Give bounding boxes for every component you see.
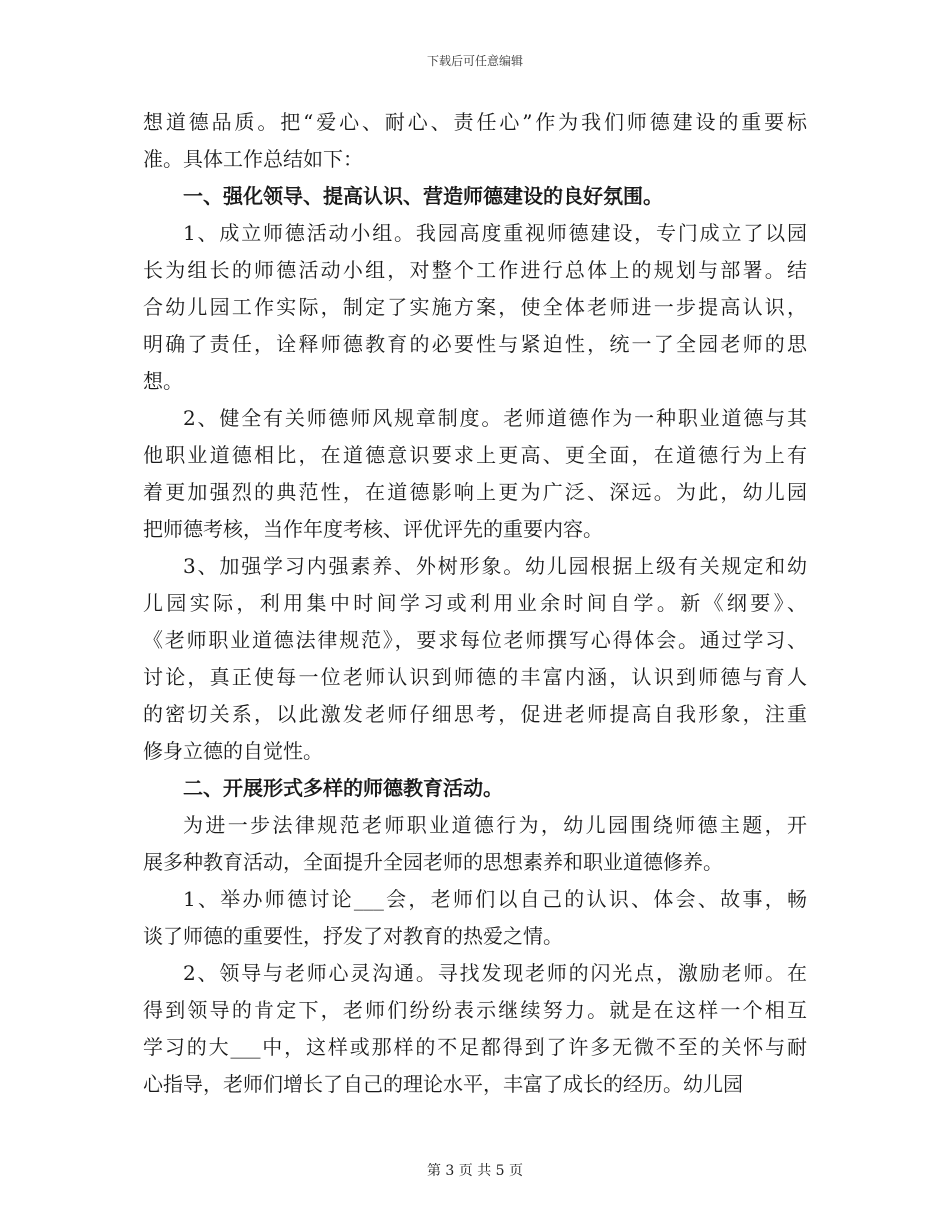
section-heading bbox=[143, 770, 807, 807]
text-line: 想。 bbox=[143, 369, 183, 393]
text-line: 《老师职业道德法律规范》，要求每位老师撰写心得体会。通过学习、 bbox=[143, 628, 807, 652]
text-line: 心指导，老师们增长了自己的理论水平，丰富了成长的经历。幼儿园 bbox=[143, 1072, 743, 1096]
text-line: 着更加强烈的典范性，在道德影响上更为广泛、深远。为此，幼儿园 bbox=[143, 480, 807, 504]
section-heading bbox=[143, 178, 807, 215]
body-paragraph bbox=[143, 215, 807, 400]
text-line: 明确了责任，诠释师德教育的必要性与紧迫性，统一了全园老师的思 bbox=[143, 332, 807, 356]
text-line: 一、强化领导、提高认识、营造师德建设的良好氛围。 bbox=[183, 184, 663, 208]
body-paragraph bbox=[143, 548, 807, 770]
page-header: 下载后可任意编辑 bbox=[426, 54, 523, 68]
text-line: 2、领导与老师心灵沟通。寻找发现老师的闪光点，激励老师。在 bbox=[183, 961, 807, 985]
text-line: 长为组长的师德活动小组，对整个工作进行总体上的规划与部署。结 bbox=[143, 258, 807, 282]
page-footer: 第 3 页 共 5 页 bbox=[426, 1163, 524, 1179]
text-line: 学习的大___中，这样或那样的不足都得到了许多无微不至的关怀与耐 bbox=[143, 1035, 807, 1059]
text-line: 的密切关系，以此激发老师仔细思考，促进老师提高自我形象，注重 bbox=[143, 702, 807, 726]
text-line: 把师德考核，当作年度考核、评优评先的重要内容。 bbox=[143, 517, 603, 541]
text-line: 1、成立师德活动小组。我园高度重视师德建设，专门成立了以园 bbox=[183, 221, 807, 245]
body-paragraph bbox=[143, 955, 807, 1103]
text-line: 讨论，真正使每一位老师认识到师德的丰富内涵，认识到师德与育人 bbox=[143, 665, 807, 689]
text-line: 儿园实际，利用集中时间学习或利用业余时间自学。新《纲要》、 bbox=[143, 591, 807, 615]
document-body bbox=[143, 104, 807, 1103]
body-paragraph bbox=[143, 104, 807, 178]
text-line: 得到领导的肯定下，老师们纷纷表示继续努力。就是在这样一个相互 bbox=[143, 998, 807, 1022]
text-line: 准。具体工作总结如下： bbox=[143, 147, 363, 171]
text-line: 1、举办师德讨论___会，老师们以自己的认识、体会、故事，畅 bbox=[183, 887, 807, 911]
body-paragraph bbox=[143, 400, 807, 548]
text-line: 2、健全有关师德师风规章制度。老师道德作为一种职业道德与其 bbox=[183, 406, 807, 430]
text-line: 3、加强学习内强素养、外树形象。幼儿园根据上级有关规定和幼 bbox=[183, 554, 807, 578]
body-paragraph bbox=[143, 881, 807, 955]
text-line: 合幼儿园工作实际，制定了实施方案，使全体老师进一步提高认识， bbox=[143, 295, 807, 319]
text-line: 展多种教育活动，全面提升全园老师的思想素养和职业道德修养。 bbox=[143, 850, 723, 874]
text-line: 他职业道德相比，在道德意识要求上更高、更全面，在道德行为上有 bbox=[143, 443, 807, 467]
text-line: 为进一步法律规范老师职业道德行为，幼儿园围绕师德主题，开 bbox=[183, 813, 807, 837]
text-line: 想道德品质。把“爱心、耐心、责任心”作为我们师德建设的重要标 bbox=[143, 110, 807, 134]
text-line: 修身立德的自觉性。 bbox=[143, 739, 323, 763]
text-line: 谈了师德的重要性，抒发了对教育的热爱之情。 bbox=[143, 924, 563, 948]
body-paragraph bbox=[143, 807, 807, 881]
text-line: 二、开展形式多样的师德教育活动。 bbox=[183, 776, 503, 800]
